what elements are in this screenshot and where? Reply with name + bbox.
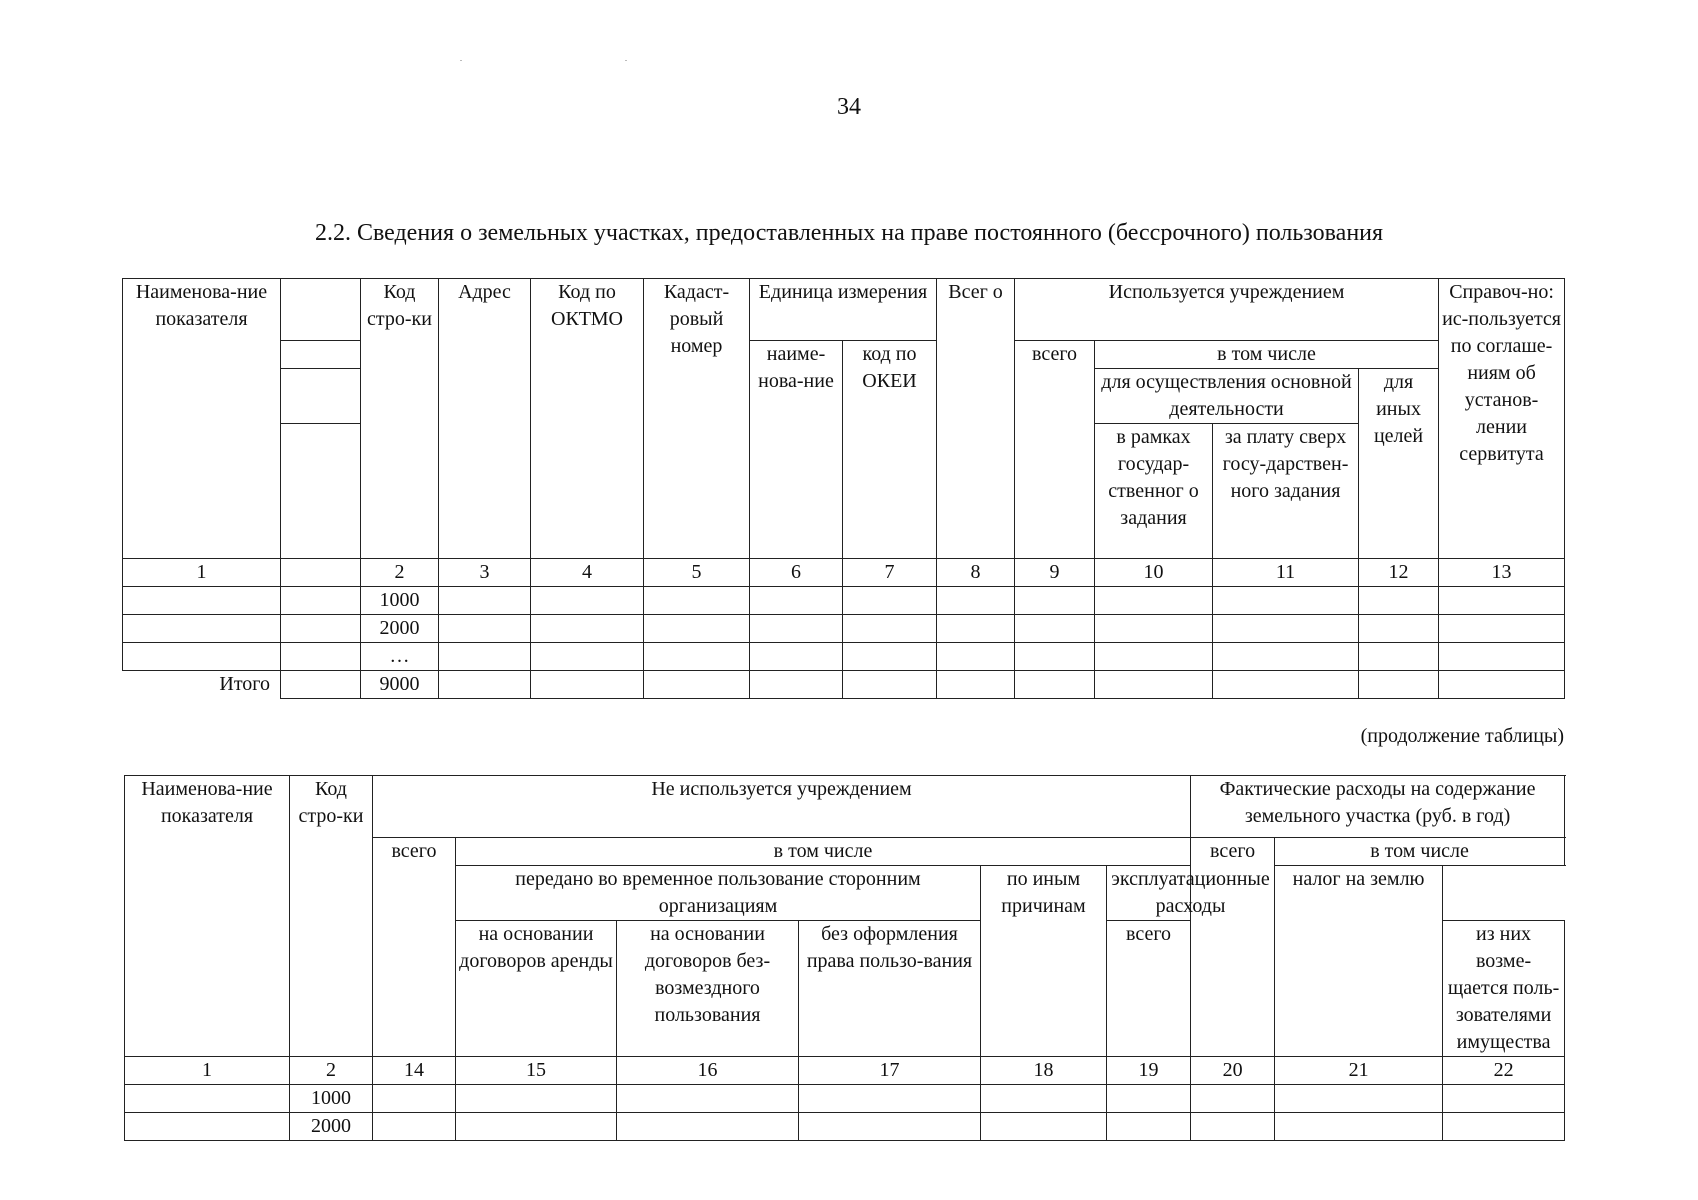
header-unit-okei: код по ОКЕИ (843, 341, 937, 559)
header-not-used: Не используется учреждением (373, 776, 1191, 838)
header-used-by-institution: Используется учреждением (1015, 279, 1439, 341)
header-other-reasons: по иным причинам (981, 866, 1107, 1057)
page-number: 34 (837, 94, 861, 120)
cell[interactable] (531, 643, 644, 671)
cell[interactable] (1439, 615, 1565, 643)
cell[interactable] (1439, 671, 1565, 699)
cell[interactable] (750, 671, 843, 699)
column-number: 18 (981, 1057, 1107, 1085)
cell[interactable] (1107, 1085, 1191, 1113)
cell[interactable] (1439, 587, 1565, 615)
header-including: в том числе (1095, 341, 1439, 369)
table-row (123, 643, 1565, 671)
cell[interactable] (281, 587, 361, 615)
column-number: 11 (1213, 559, 1359, 587)
header-cadastral-number: Кадаст-ровый номер (644, 279, 750, 559)
column-number: 17 (799, 1057, 981, 1085)
header-land-tax: налог на землю (1275, 866, 1443, 1057)
header-indicator-name: Наименова-ние показателя (123, 279, 281, 559)
cell[interactable] (799, 1085, 981, 1113)
table-continuation-note: (продолжение таблицы) (1360, 725, 1564, 747)
cell[interactable] (981, 1113, 1107, 1141)
column-number: 5 (644, 559, 750, 587)
header-blank (281, 341, 361, 369)
cell[interactable] (1359, 671, 1439, 699)
column-number: 15 (456, 1057, 617, 1085)
header-unit: Единица измерения (750, 279, 937, 341)
cell[interactable] (125, 1085, 290, 1113)
header-not-used-total: всего (373, 838, 456, 1057)
table-row (125, 1113, 1565, 1141)
cell[interactable] (644, 643, 750, 671)
column-number-blank (281, 559, 361, 587)
cell[interactable] (644, 671, 750, 699)
cell[interactable] (439, 615, 531, 643)
cell[interactable] (1359, 587, 1439, 615)
total-row-code: 9000 (361, 671, 439, 699)
cell[interactable] (937, 671, 1015, 699)
header-expenses-including: в том числе (1275, 838, 1565, 866)
cell[interactable] (644, 587, 750, 615)
cell[interactable] (981, 1085, 1107, 1113)
column-number: 1 (125, 1057, 290, 1085)
cell[interactable] (843, 587, 937, 615)
cell[interactable] (843, 671, 937, 699)
header-address: Адрес (439, 279, 531, 559)
column-number: 6 (750, 559, 843, 587)
header-blank (281, 369, 361, 424)
column-number: 2 (290, 1057, 373, 1085)
cell[interactable] (373, 1113, 456, 1141)
cell[interactable] (617, 1085, 799, 1113)
cell[interactable] (1275, 1085, 1443, 1113)
header-blank (281, 279, 361, 341)
cell[interactable] (1015, 671, 1095, 699)
column-number: 9 (1015, 559, 1095, 587)
cell[interactable] (281, 671, 361, 699)
header-main-activity: для осуществления основной деятельности (1095, 369, 1359, 424)
header-lease: на основании договоров аренды (456, 921, 617, 1057)
header-operational-expenses: эксплуатационные расходы (1107, 866, 1275, 921)
cell[interactable] (644, 615, 750, 643)
header-no-formal-right: без оформления права пользо-вания (799, 921, 981, 1057)
cell[interactable] (531, 671, 644, 699)
cell[interactable] (456, 1085, 617, 1113)
header-servitude: Справоч-но: ис-пользуется по соглаше-ниям об установ-лении сервитута (1439, 279, 1565, 559)
header-state-task: в рамках государ-ственног о задания (1095, 424, 1213, 559)
header-total: Всег о (937, 279, 1015, 559)
row-code: … (361, 643, 439, 671)
cell[interactable] (531, 587, 644, 615)
cell[interactable] (1191, 1085, 1275, 1113)
column-number: 20 (1191, 1057, 1275, 1085)
cell[interactable] (1213, 643, 1359, 671)
cell[interactable] (937, 587, 1015, 615)
cell[interactable] (1095, 643, 1213, 671)
header-oktmo: Код по ОКТМО (531, 279, 644, 559)
land-plots-table-continuation (124, 775, 1565, 1141)
cell[interactable] (439, 643, 531, 671)
cell[interactable] (1213, 615, 1359, 643)
column-number: 16 (617, 1057, 799, 1085)
cell[interactable] (1443, 1113, 1565, 1141)
column-number: 21 (1275, 1057, 1443, 1085)
cell[interactable] (1359, 615, 1439, 643)
row-code: 2000 (361, 615, 439, 643)
cell[interactable] (123, 587, 281, 615)
column-number: 10 (1095, 559, 1213, 587)
cell[interactable] (617, 1113, 799, 1141)
header-row-code: Код стро-ки (290, 776, 373, 1057)
table-row (125, 1085, 1565, 1113)
cell[interactable] (456, 1113, 617, 1141)
header-paid-above-task: за плату сверх госу-дарствен-ного задания (1213, 424, 1359, 559)
cell[interactable] (1015, 615, 1095, 643)
column-number: 3 (439, 559, 531, 587)
cell[interactable] (1095, 587, 1213, 615)
cell[interactable] (531, 615, 644, 643)
header-used-total: всего (1015, 341, 1095, 559)
table-row (123, 615, 1565, 643)
column-number: 14 (373, 1057, 456, 1085)
cell[interactable] (799, 1113, 981, 1141)
row-code: 2000 (290, 1113, 373, 1141)
column-number: 13 (1439, 559, 1565, 587)
cell[interactable] (439, 587, 531, 615)
cell[interactable] (439, 671, 531, 699)
row-code: 1000 (290, 1085, 373, 1113)
cell[interactable] (750, 587, 843, 615)
land-plots-table (122, 278, 1565, 699)
column-number: 12 (1359, 559, 1439, 587)
cell[interactable] (1095, 615, 1213, 643)
cell[interactable] (843, 615, 937, 643)
header-free-use: на основании договоров без-возмездного пользования (617, 921, 799, 1057)
header-unit-name: наиме-нова-ние (750, 341, 843, 559)
cell[interactable] (1439, 643, 1565, 671)
cell[interactable] (1359, 643, 1439, 671)
cell[interactable] (281, 615, 361, 643)
section-title: 2.2. Сведения о земельных участках, предоставленных на праве постоянного (бессрочного) пользования (314, 220, 1384, 246)
cell[interactable] (1015, 643, 1095, 671)
header-indicator-name: Наименова-ние показателя (125, 776, 290, 1057)
column-number: 8 (937, 559, 1015, 587)
column-number: 2 (361, 559, 439, 587)
cell[interactable] (750, 615, 843, 643)
column-number: 4 (531, 559, 644, 587)
header-reimbursed: из них возме-щается поль-зователями имущества (1443, 921, 1565, 1057)
column-number: 19 (1107, 1057, 1191, 1085)
cell[interactable] (1213, 671, 1359, 699)
header-other-purposes: для иных целей (1359, 369, 1439, 559)
header-including: в том числе (456, 838, 1191, 866)
cell[interactable] (843, 643, 937, 671)
header-blank (281, 424, 361, 559)
column-number: 7 (843, 559, 937, 587)
cell[interactable] (1191, 1113, 1275, 1141)
header-expenses-total: всего (1191, 838, 1275, 1057)
cell[interactable] (125, 1113, 290, 1141)
header-row-code: Код стро-ки (361, 279, 439, 559)
header-transferred: передано во временное пользование сторонним организациям (456, 866, 981, 921)
column-number: 22 (1443, 1057, 1565, 1085)
cell[interactable] (1443, 1085, 1565, 1113)
total-row (123, 671, 1565, 699)
cell[interactable] (1213, 587, 1359, 615)
total-label: Итого (123, 671, 281, 699)
cell[interactable] (937, 615, 1015, 643)
row-code: 1000 (361, 587, 439, 615)
header-actual-expenses: Фактические расходы на содержание земельного участка (руб. в год) (1191, 776, 1565, 838)
cell[interactable] (1095, 671, 1213, 699)
cell[interactable] (750, 643, 843, 671)
column-number: 1 (123, 559, 281, 587)
cell[interactable] (281, 643, 361, 671)
cell[interactable] (1107, 1113, 1191, 1141)
cell[interactable] (1015, 587, 1095, 615)
cell[interactable] (123, 643, 281, 671)
cell[interactable] (1275, 1113, 1443, 1141)
cell[interactable] (373, 1085, 456, 1113)
header-operational-total: всего (1107, 921, 1191, 1057)
cell[interactable] (937, 643, 1015, 671)
cell[interactable] (123, 615, 281, 643)
table-row (123, 587, 1565, 615)
